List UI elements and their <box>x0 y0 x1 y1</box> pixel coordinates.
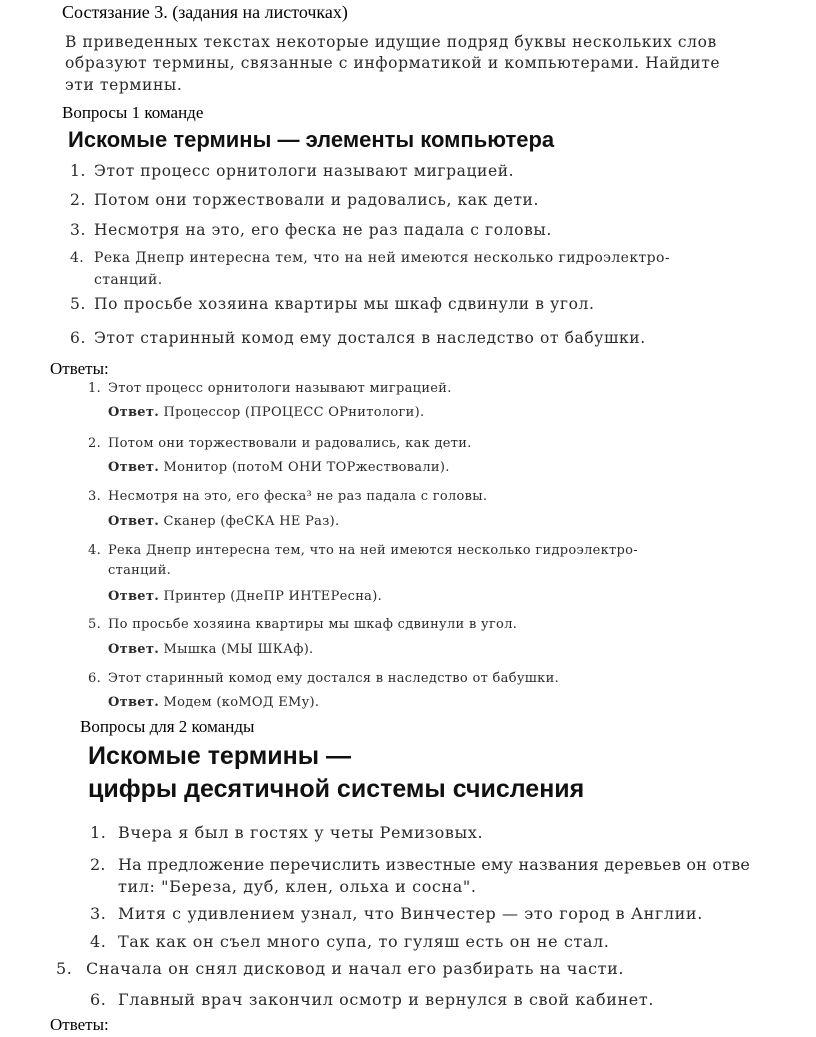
team2-question-cont: тил: "Береза, дуб, клен, ольха и сосна". <box>118 877 477 896</box>
team1-question: 2. Потом они торжествовали и радовались, как дети. <box>70 191 540 209</box>
intro-line-1: В приведенных текстах некоторые идущие подряд буквы нескольких слов <box>65 33 717 51</box>
answer-question: 1. Этот процесс орнитологи называют миграцией. <box>88 381 452 396</box>
answer-question: 4. Река Днепр интересна тем, что на ней имеются несколько гидроэлектро- <box>88 543 638 558</box>
team2-question: 6. Главный врач закончил осмотр и вернулся в свой кабинет. <box>90 990 655 1009</box>
team1-question: 5. По просьбе хозяина квартиры мы шкаф сдвинули в угол. <box>70 295 595 313</box>
team1-question-cont: станций. <box>94 272 163 288</box>
team2-answers-label: Ответы: <box>50 1015 109 1034</box>
answer-question: 2. Потом они торжествовали и радовались, как дети. <box>88 436 472 451</box>
team2-question: 2. На предложение перечислить известные ему названия деревьев он отве <box>90 855 751 874</box>
team2-question: 5. Сначала он снял дисковод и начал его разбирать на части. <box>56 959 625 978</box>
team2-label: Вопросы для 2 команды <box>80 717 255 736</box>
intro-line-3: эти термины. <box>65 76 183 94</box>
team2-question: 4. Так как он съел много супа, то гуляш есть он не стал. <box>90 932 610 951</box>
team1-question: 4. Река Днепр интересна тем, что на ней имеются несколько гидроэлектро- <box>70 250 670 266</box>
intro-line-2: образуют термины, связанные с информатикой и компьютерами. Найдите <box>65 54 721 72</box>
team2-question: 3. Митя с удивлением узнал, что Винчестер — это город в Англии. <box>90 904 703 923</box>
team1-question: 3. Несмотря на это, его феска не раз падала с головы. <box>70 221 552 239</box>
answer-line: Ответ. Монитор (потоМ ОНИ ТОРжествовали). <box>108 460 450 475</box>
team1-heading: Искомые термины — элементы компьютера <box>68 127 555 152</box>
team2-question: 1. Вчера я был в гостях у четы Ремизовых. <box>90 823 484 842</box>
answer-question: 6. Этот старинный комод ему достался в наследство от бабушки. <box>88 671 559 686</box>
answer-line: Ответ. Сканер (феСКА НЕ Раз). <box>108 514 340 529</box>
answer-question-cont: станций. <box>108 563 172 578</box>
team1-answers-label: Ответы: <box>50 359 109 378</box>
answer-line: Ответ. Принтер (ДнеПР ИНТЕРесна). <box>108 589 383 604</box>
team2-heading-line2: цифры десятичной системы счисления <box>88 775 585 803</box>
answer-line: Ответ. Процессор (ПРОЦЕСС ОРнитологи). <box>108 405 425 420</box>
answer-line: Ответ. Модем (коМОД ЕМу). <box>108 695 320 710</box>
answer-question: 3. Несмотря на это, его феска³ не раз падала с головы. <box>88 489 488 504</box>
team1-question: 1. Этот процесс орнитологи называют миграцией. <box>70 162 515 180</box>
answer-question: 5. По просьбе хозяина квартиры мы шкаф сдвинули в угол. <box>88 617 518 632</box>
page-title: Состязание 3. (задания на листочках) <box>62 2 348 22</box>
answer-line: Ответ. Мышка (МЫ ШКАф). <box>108 642 314 657</box>
team1-question: 6. Этот старинный комод ему достался в наследство от бабушки. <box>70 329 646 347</box>
team2-heading-line1: Искомые термины — <box>88 742 352 770</box>
team1-label: Вопросы 1 команде <box>62 103 204 122</box>
